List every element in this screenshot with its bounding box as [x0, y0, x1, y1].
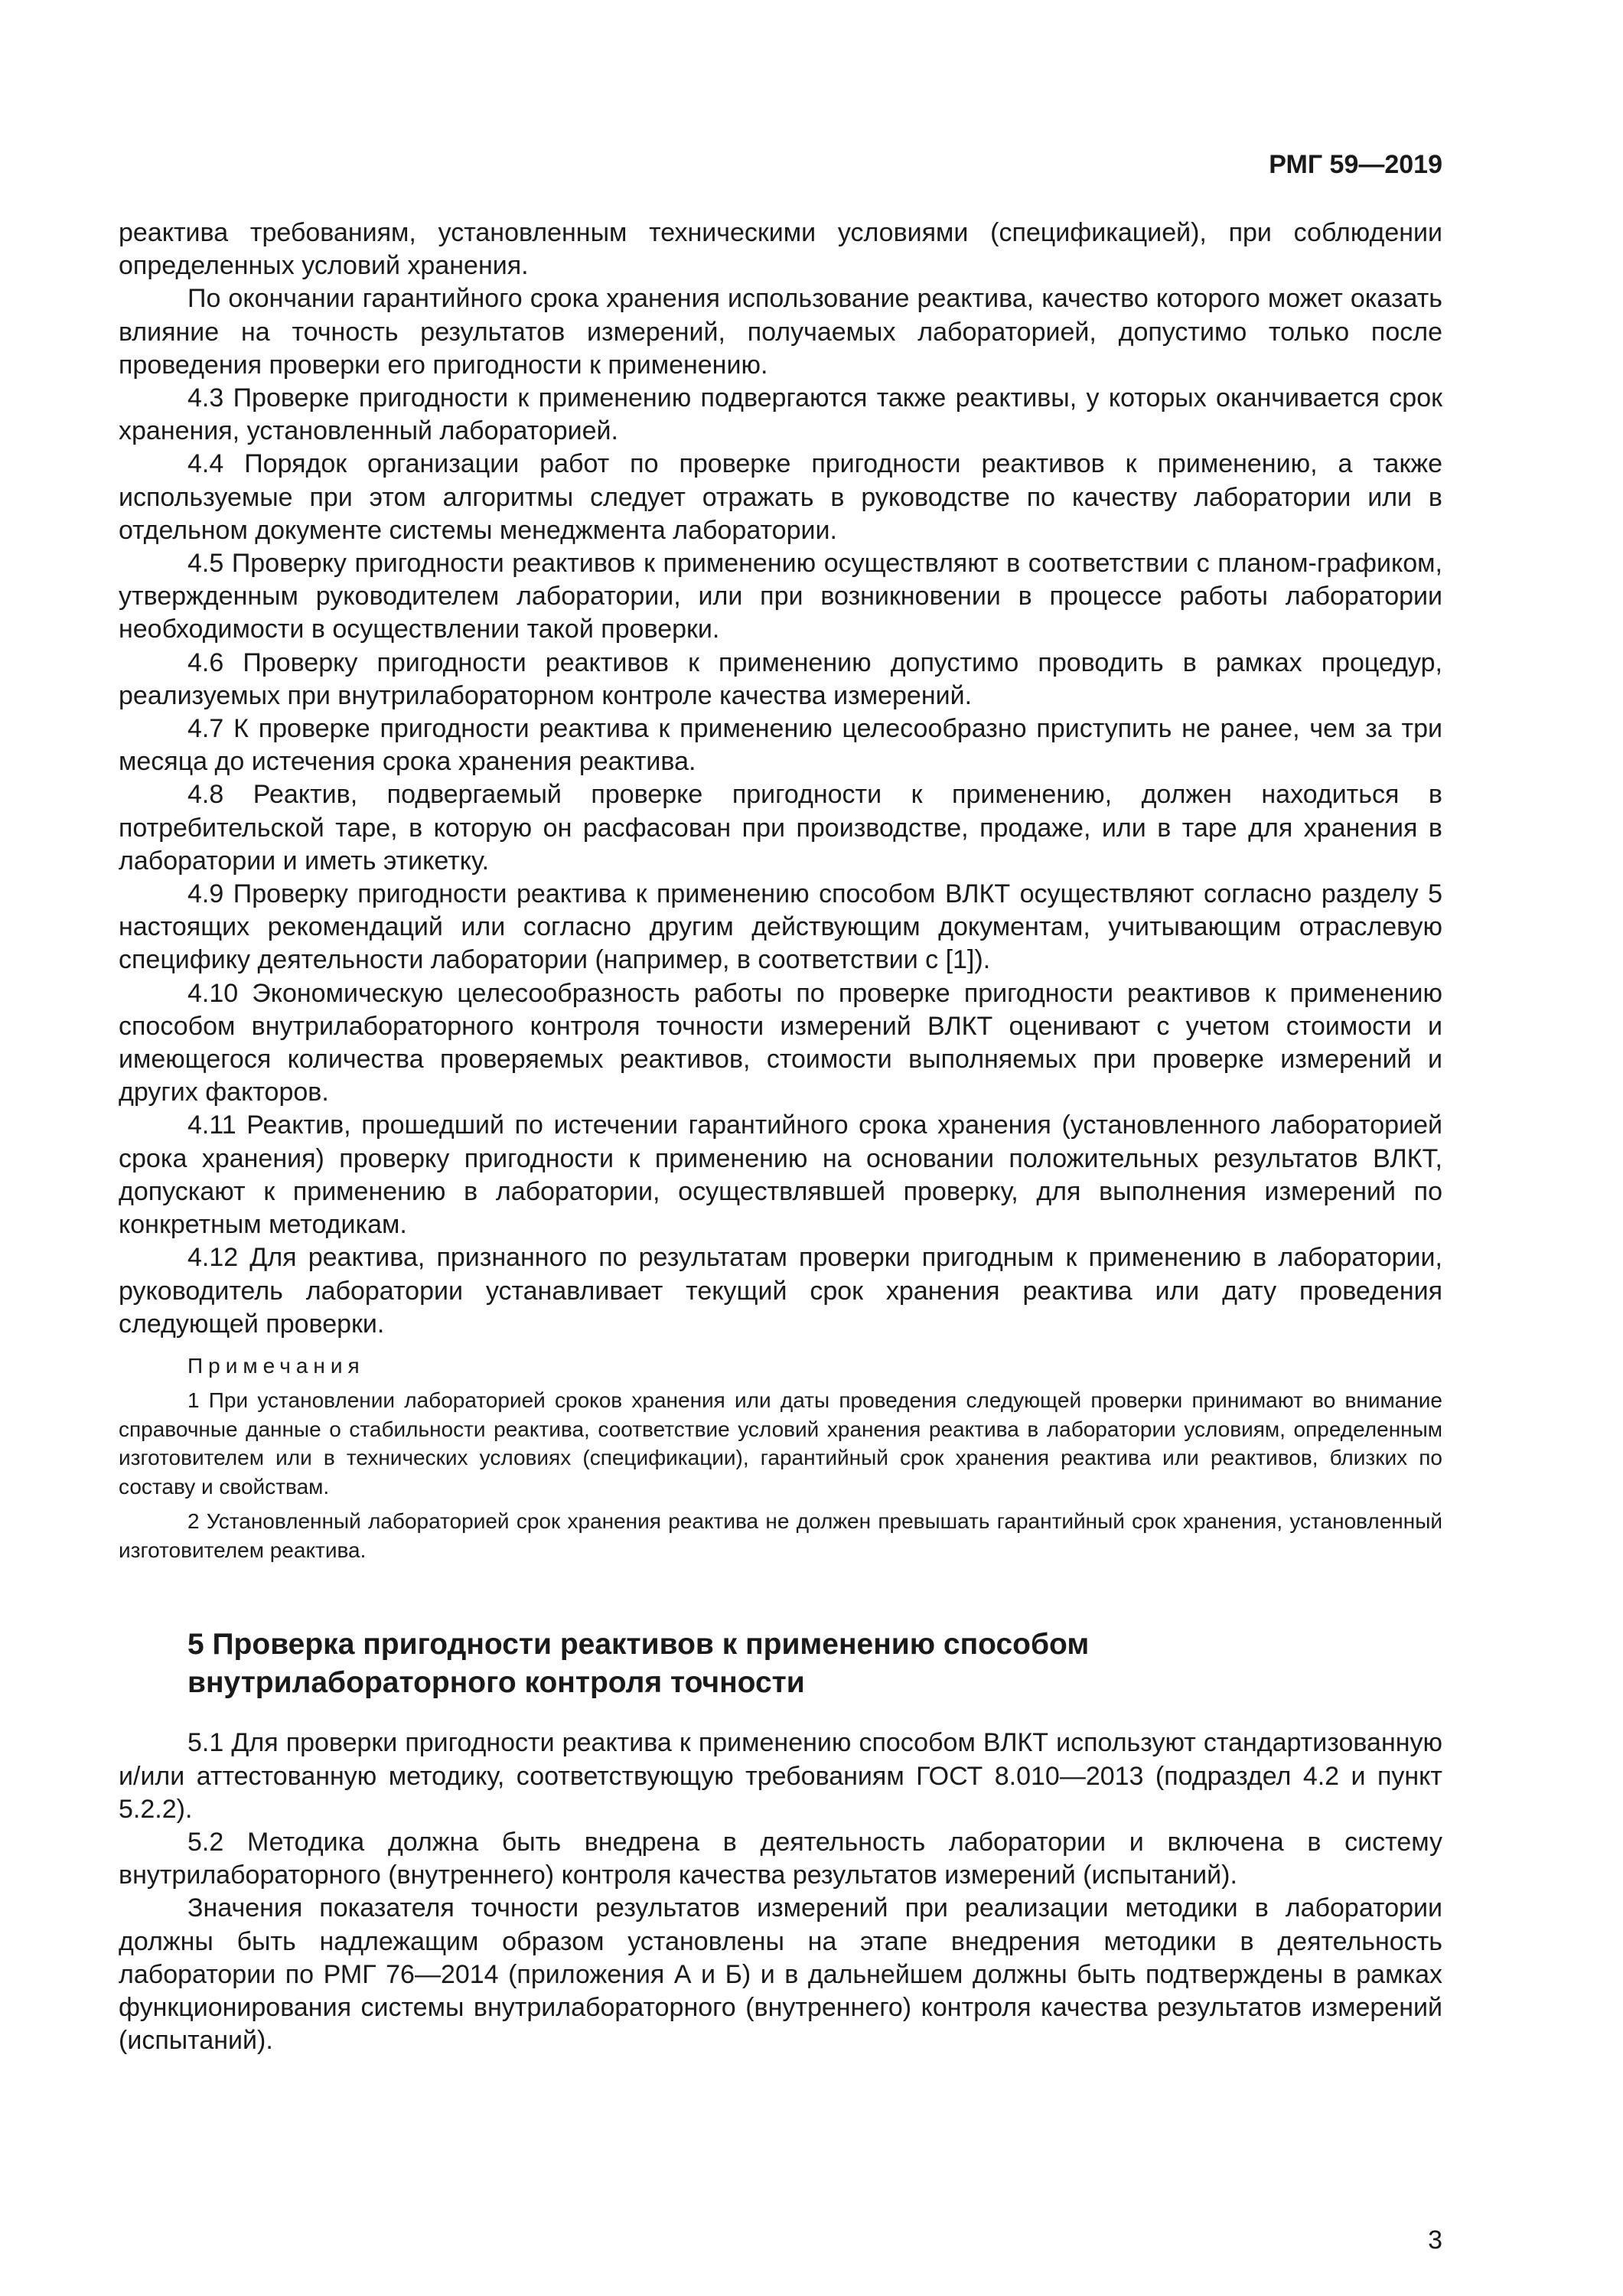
note-item-1: 1 При установлении лабораторией сроков хранения или даты проведения следующей проверки принимают во внимание справочные данные о стабильности реактива, соответствие условий хранения реактива в лаборатории условиям, определенным изготовителем или в технических условиях (спецификации), гарантийный срок хранения реактива или реактивов, близких по составу и свойствам.	[119, 1388, 1442, 1499]
section-5-heading	[119, 1626, 1442, 1702]
document-page	[119, 149, 1442, 2262]
page-number: 3	[1428, 2226, 1442, 2255]
section-5-heading-line-1: 5 Проверка пригодности реактивов к применению способом	[187, 1628, 1090, 1662]
clause-5-1: 5.1 Для проверки пригодности реактива к применению способом ВЛКТ используют стандартизованную и/или аттестованную методику, соответствующую требованиям ГОСТ 8.010—2013 (подраздел 4.2 и пункт 5.2.2).	[119, 1728, 1442, 1824]
clause-4-3: 4.3 Проверке пригодности к применению подвергаются также реактивы, у которых оканчивается срок хранения, установленный лабораторией.	[119, 383, 1442, 446]
section-5-body	[119, 1727, 1442, 2057]
clause-4-8: 4.8 Реактив, подвергаемый проверке пригодности к применению, должен находиться в потребительской таре, в которую он расфасован при производстве, продаже, или в таре для хранения в лаборатории и иметь этикетку.	[119, 780, 1442, 876]
clause-4-5: 4.5 Проверку пригодности реактивов к применению осуществляют в соответствии с планом-графиком, утвержденным руководителем лаборатории, или при возникновении в процессе работы лаборатории необходимости в осуществлении такой проверки.	[119, 549, 1442, 644]
clause-4-12: 4.12 Для реактива, признанного по результатам проверки пригодным к применению в лаборатории, руководитель лаборатории устанавливает текущий срок хранения реактива или дату проведения следующей проверки.	[119, 1243, 1442, 1339]
clause-4-7: 4.7 К проверке пригодности реактива к применению целесообразно приступить не ранее, чем за три месяца до истечения срока хранения реактива.	[119, 714, 1442, 777]
document-body	[119, 217, 1442, 1341]
document-code-header: РМГ 59—2019	[1269, 150, 1442, 179]
note-item-2: 2 Установленный лабораторией срок хранения реактива не должен превышать гарантийный срок хранения, установленный изготовителем реактива.	[119, 1509, 1442, 1562]
notes-title: Примечания	[187, 1353, 365, 1378]
notes-block	[119, 1352, 1442, 1565]
section-5-heading-line-2: внутрилабораторного контроля точности	[187, 1666, 805, 1700]
clause-4-6: 4.6 Проверку пригодности реактивов к применению допустимо проводить в рамках процедур, реализуемых при внутрилабораторном контроле качества измерений.	[119, 647, 1442, 710]
paragraph-continuation: реактива требованиям, установленным техническими условиями (спецификацией), при соблюдении определенных условий хранения.	[119, 218, 1442, 281]
paragraph: По окончании гарантийного срока хранения использование реактива, качество которого может оказать влияние на точность результатов измерений, получаемых лабораторией, допустимо только после проведения проверки его пригодности к применению.	[119, 284, 1442, 380]
clause-4-4: 4.4 Порядок организации работ по проверке пригодности реактивов к применению, а также используемые при этом алгоритмы следует отражать в руководстве по качеству лаборатории или в отдельном документе системы менеджмента лаборатории.	[119, 449, 1442, 545]
clause-4-11: 4.11 Реактив, прошедший по истечении гарантийного срока хранения (установленного лабораторией срока хранения) проверку пригодности к применению на основании положительных результатов ВЛКТ, допускают к применению в лаборатории, осуществлявшей проверку, для выполнения измерений по конкретным методикам.	[119, 1110, 1442, 1240]
clause-4-9: 4.9 Проверку пригодности реактива к применению способом ВЛКТ осуществляют согласно разделу 5 настоящих рекомендаций или согласно другим действующим документам, учитывающим отраслевую специфику деятельности лаборатории (например, в соответствии с [1]).	[119, 879, 1442, 975]
clause-5-2: 5.2 Методика должна быть внедрена в деятельность лаборатории и включена в систему внутрилабораторного (внутреннего) контроля качества результатов измерений (испытаний).	[119, 1828, 1442, 1890]
clause-4-10: 4.10 Экономическую целесообразность работы по проверке пригодности реактивов к применению способом внутрилабораторного контроля точности измерений ВЛКТ оценивают с учетом стоимости и имеющегося количества проверяемых реактивов, стоимости выполняемых при проверке измерений и других факторов.	[119, 978, 1442, 1107]
paragraph: Значения показателя точности результатов измерений при реализации методики в лаборатории должны быть надлежащим образом установлены на этапе внедрения методики в деятельность лаборатории по РМГ 76—2014 (приложения А и Б) и в дальнейшем должны быть подтверждены в рамках функционирования системы внутрилабораторного (внутреннего) контроля качества результатов измерений (испытаний).	[119, 1893, 1442, 2056]
